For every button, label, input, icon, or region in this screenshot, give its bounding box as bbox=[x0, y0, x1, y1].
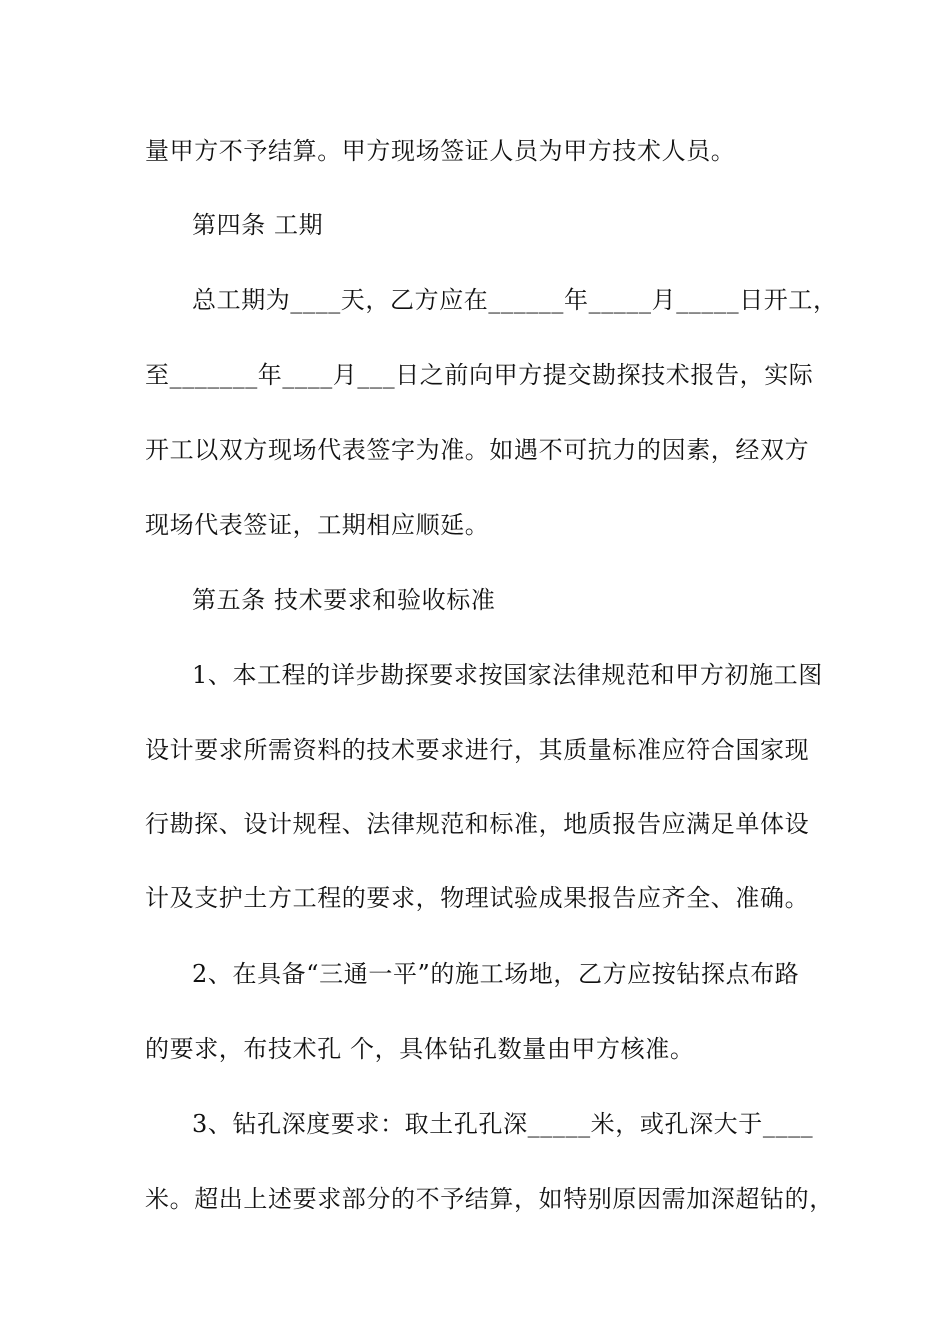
section-heading-article-4: 第四条 工期 bbox=[192, 211, 324, 239]
clause-1-line-2: 设计要求所需资料的技术要求进行，其质量标准应符合国家现 bbox=[145, 736, 810, 764]
paragraph-line-force-majeure: 开工以双方现场代表签字为准。如遇不可抗力的因素，经双方 bbox=[145, 436, 810, 464]
clause-1-line-4: 计及支护土方工程的要求，物理试验成果报告应齐全、准确。 bbox=[145, 884, 810, 912]
clause-1-line-1: 1、本工程的详步勘探要求按国家法律规范和甲方初施工图 bbox=[192, 661, 823, 689]
clause-1-line-3: 行勘探、设计规程、法律规范和标准，地质报告应满足单体设 bbox=[145, 810, 810, 838]
clause-2-line-1: 2、在具备“三通一平”的施工场地，乙方应按钻探点布路 bbox=[192, 960, 800, 988]
paragraph-line-continuation: 量甲方不予结算。甲方现场签证人员为甲方技术人员。 bbox=[145, 137, 736, 165]
clause-3-line-2: 米。超出上述要求部分的不予结算，如特别原因需加深超钻的， bbox=[145, 1185, 834, 1213]
paragraph-line-schedule-report: 至_______年____月___日之前向甲方提交勘探技术报告，实际 bbox=[145, 361, 814, 389]
clause-3-line-1: 3、钻孔深度要求：取土孔孔深_____米，或孔深大于____ bbox=[192, 1110, 814, 1138]
paragraph-line-schedule-start: 总工期为____天，乙方应在______年_____月_____日开工， bbox=[192, 286, 838, 314]
section-heading-article-5: 第五条 技术要求和验收标准 bbox=[192, 586, 496, 614]
clause-2-line-2: 的要求，布技术孔 个，具体钻孔数量由甲方核准。 bbox=[145, 1035, 695, 1063]
paragraph-line-extension: 现场代表签证，工期相应顺延。 bbox=[145, 511, 490, 539]
